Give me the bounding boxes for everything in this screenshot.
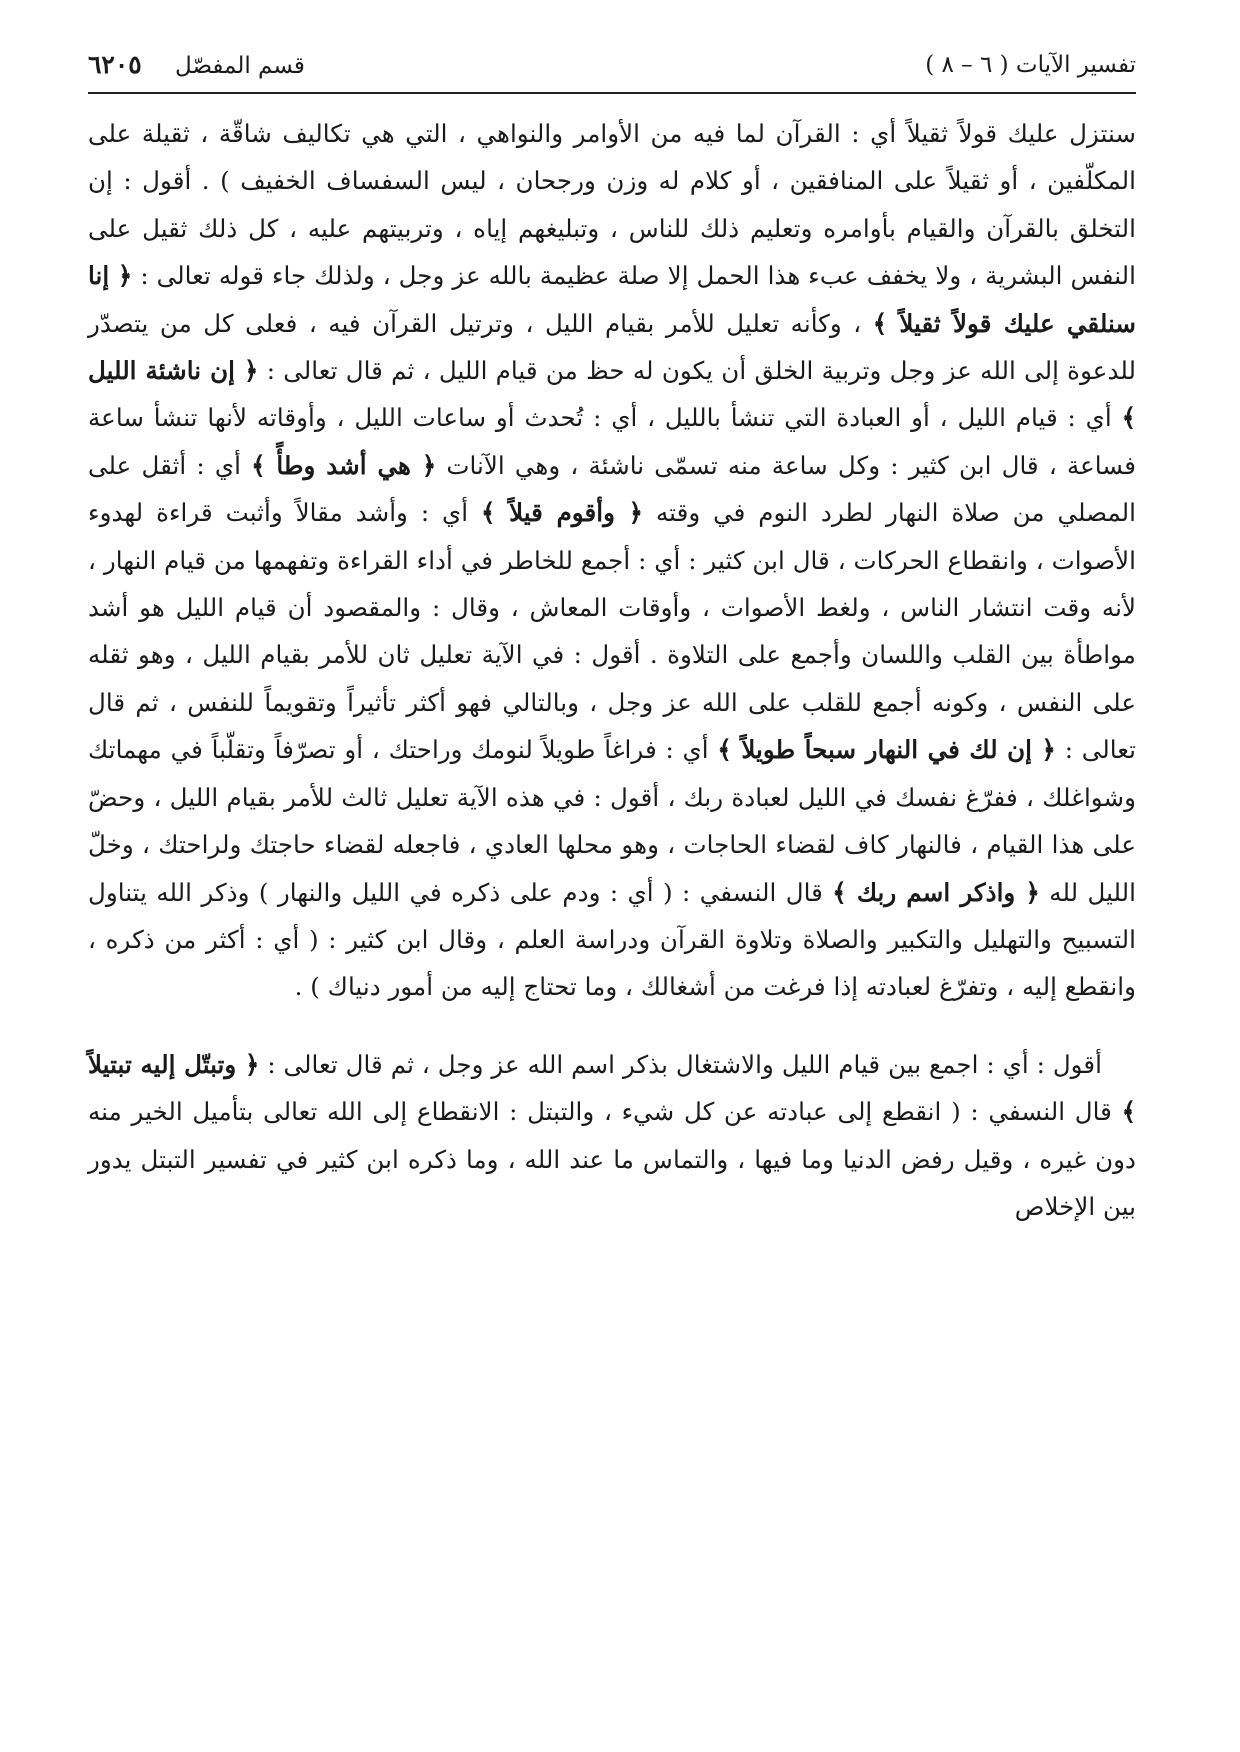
quran-verse: ﴿ إنا سنلقي عليك قولاً ثقيلاً ﴾: [88, 261, 1137, 338]
text-run: أي : فراغاً طويلاً لنومك وراحتك ، أو تصرّفاً وتقلّباً في مهماتك وشواغلك ، ففرّغ نفسك في الليل لعبادة ربك ، أقول : في هذه الآية تعليل ثالث للأمر بقيام الليل ، وحضّ على هذا القيام ، فالنهار كاف لقضاء الحاجات ، وهو محلها العادي ، فاجعله لقضاء حاجتك ولراحتك ، وخلّ الليل لله: [88, 735, 1136, 907]
text-run: أي : أثقل على المصلي من صلاة النهار لطرد النوم في وقته: [88, 450, 1137, 528]
header-section-name: قسم المفصّل: [175, 53, 305, 79]
body-paragraph-2: [88, 1041, 1136, 1231]
quran-verse: ﴿ واذكر اسم ربك ﴾: [832, 877, 1040, 907]
quran-verse: ﴿ إن ناشئة الليل ﴾: [88, 356, 1136, 433]
header-title: تفسير الآيات ( ٦ – ٨ ): [925, 52, 1136, 78]
text-run: أي : وأشد مقالاً وأثبت قراءة لهدوء الأصوات ، وانقطاع الحركات ، قال ابن كثير : أي : أجمع للخاطر في أداء القراءة وتفهمها من قيام النهار ، لأنه وقت انتشار الناس ، ولغط الأصوات ، وأوقات المعاش ، وقال : والمقصود أن قيام الليل هو أشد مواطأة بين القلب واللسان وأجمع على التلاوة . أقول : في الآية تعليل ثان للأمر بقيام الليل ، وهو ثقله على النفس ، وكونه أجمع للقلب على الله عز وجل ، وبالتالي فهو أكثر تأثيراً وتقويماً للنفس ، ثم قال تعالى :: [88, 498, 1136, 765]
quran-verse: ﴿ وأقوم قيلاً ﴾: [481, 498, 644, 528]
text-run: قال النسفي : ( انقطع إلى عبادته عن كل شيء ، والتبتل : الانقطاع إلى الله تعالى بتأميل الخير منه دون غيره ، وقيل رفض الدنيا وما فيها ، والتماس ما عند الله ، وما ذكره ابن كثير في تفسير التبتل يدور بين الإخلاص: [88, 1097, 1136, 1221]
page-number: ٦٢٠٥: [88, 50, 142, 79]
quran-verse: ﴿ وتبتّل إليه تبتيلاً ﴾: [88, 1049, 1136, 1127]
body-paragraph-1: [88, 110, 1136, 1011]
text-run: أقول : أي : اجمع بين قيام الليل والاشتغال بذكر اسم الله عز وجل ، ثم قال تعالى :: [259, 1049, 1102, 1079]
text-run: أي : قيام الليل ، أو العبادة التي تنشأ بالليل ، أي : تُحدث أو ساعات الليل ، وأوقاته لأنها تنشأ ساعة فساعة ، قال ابن كثير : وكل ساعة منه تسمّى ناشئة ، وهي الآنات: [88, 403, 1136, 480]
quran-verse: ﴿ إن لك في النهار سبحاً طويلاً ﴾: [717, 735, 1056, 765]
running-header: [88, 48, 1136, 94]
text-run: سنتزل عليك قولاً ثقيلاً أي : القرآن لما فيه من الأوامر والنواهي ، التي هي تكاليف شاقّة ، ثقيلة على المكلّفين ، أو ثقيلاً على المنافقين ، أو كلام له وزن ورجحان ، ليس السفساف الخفيف ) . أقول : إن التخلق بالقرآن والقيام بأوامره وتعليم ذلك للناس ، وتبليغهم إياه ، وتربيتهم عليه ، كل ذلك ثقيل على النفس البشرية ، ولا يخفف عبء هذا الحمل إلا صلة عظيمة بالله عز وجل ، ولذلك جاء قوله تعالى :: [88, 119, 1136, 291]
header-left-group: [88, 50, 305, 79]
text-run: ، وكأنه تعليل للأمر بقيام الليل ، وترتيل القرآن فيه ، فعلى كل من يتصدّر للدعوة إلى الله عز وجل وتربية الخلق أن يكون له حظ من قيام الليل ، ثم قال تعالى :: [88, 308, 1136, 386]
quran-verse: ﴿ هي أشد وطأً ﴾: [251, 450, 437, 480]
document-page: [88, 48, 1136, 1728]
text-run: قال النسفي : ( أي : ودم على ذكره في الليل والنهار ) وذكر الله يتناول التسبيح والتهليل والتكبير والصلاة وتلاوة القرآن ودراسة العلم ، وقال ابن كثير : ( أي : أكثر من ذكره ، وانقطع إليه ، وتفرّغ لعبادته إذا فرغت من أشغالك ، وما تحتاج إليه من أمور دنياك ) .: [88, 877, 1136, 1002]
